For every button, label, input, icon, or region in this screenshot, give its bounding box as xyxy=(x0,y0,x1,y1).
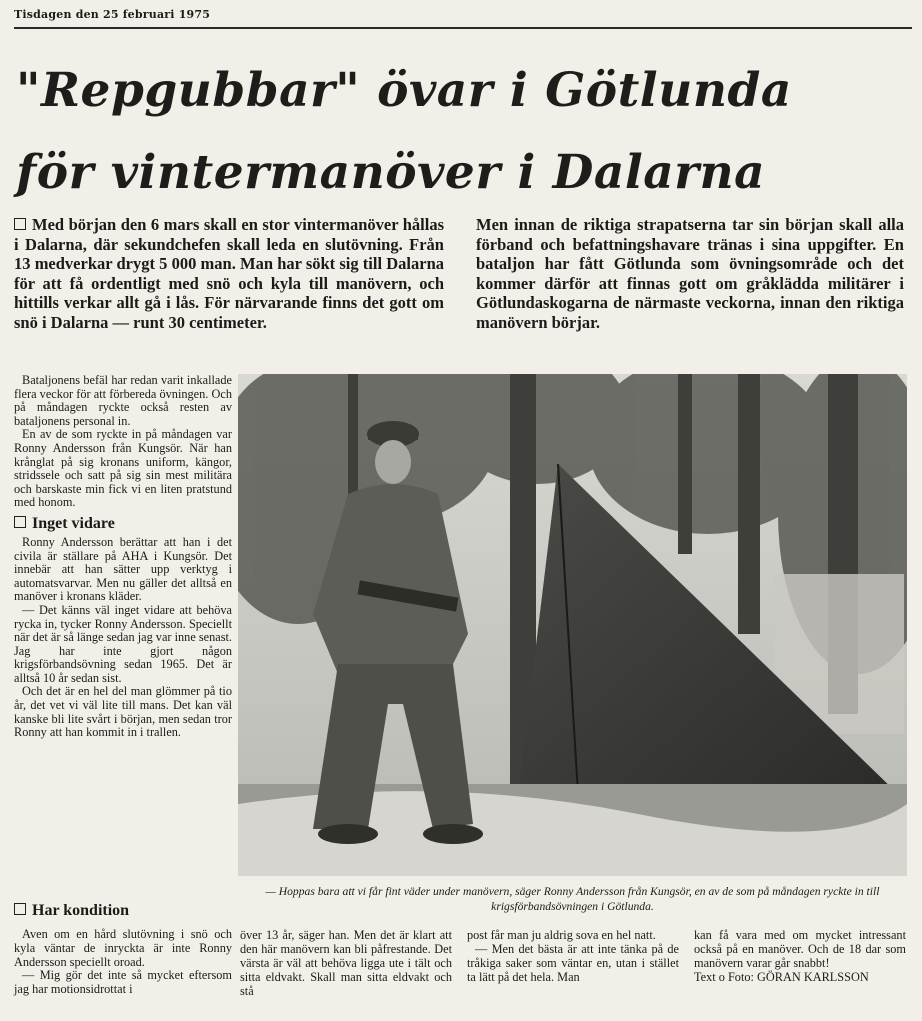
left-column-bottom xyxy=(14,928,232,997)
paragraph: — Men det bästa är att inte tänka på de tråkiga saker som väntar en, utan i stället ta lätt på det hela. Man xyxy=(467,942,679,984)
section-box-icon xyxy=(14,903,26,915)
subhead-inget-vidare: Inget vidare xyxy=(14,514,232,534)
top-rule xyxy=(14,27,912,29)
paragraph: — Det känns väl inget vidare att behöva rycka in, tycker Ronny Andersson. Speciellt när det är så länge sedan jag var inne senast. Jag har inte gjort någon krigsförbandsövning sedan 1965. Det är alltså 10 år sedan sist. xyxy=(14,602,232,685)
paragraph: En av de som ryckte in på måndagen var Ronny Andersson från Kungsör. När han krånglat på sig kronans uniform, kängor, stridssele och satt på sig sin mest militära och barskaste min fick vi en liten pratstund med honom. xyxy=(14,427,232,510)
paragraph: Aven om en hård slutövning i snö och kyla väntar de inryckta är inte Ronny Andersson speciellt oroad. xyxy=(14,927,232,969)
headline-line-1: "Repgubbar" övar i Götlunda xyxy=(16,63,792,118)
photo-caption: — Hoppas bara att vi får fint väder under manövern, säger Ronny Andersson från Kungsör, en av de som på måndagen ryckte in till krigsförbandsövningen i Götlunda. xyxy=(265,885,880,913)
paragraph: post får man ju aldrig sova en hel natt. xyxy=(467,928,656,942)
dateline: Tisdagen den 25 februari 1975 xyxy=(14,8,211,21)
bottom-column-2 xyxy=(467,928,679,984)
lead-left xyxy=(14,215,444,333)
bottom-column-3 xyxy=(694,928,906,984)
bottom-column-1 xyxy=(240,928,452,998)
paragraph: över 13 år, säger han. Men det är klart att den här manövern kan bli påfrestande. Det värsta är väl att behöva ligga ute i tält och sitta eldvakt. Skall man sitta eldvakt och stå xyxy=(240,928,452,998)
section-box-icon xyxy=(14,218,26,230)
left-column xyxy=(14,374,232,740)
paragraph: kan få vara med om mycket intressant också på en manöver. Och de 18 dar som manövern varar går snabbt! xyxy=(694,928,906,970)
headline xyxy=(16,50,916,214)
lead-right: Men innan de riktiga strapatserna tar sin början skall alla förband och befattningshavare tränas i sina uppgifter. En bataljon har fått Götlunda som övningsområde och det kommer därför att finnas gott om gråklädda militärer i Götlundaskogarna de närmaste veckorna, innan den riktiga manövern börjar. xyxy=(476,215,904,332)
section-box-icon xyxy=(14,516,26,528)
subhead-har-kondition: Har kondition xyxy=(14,902,232,920)
headline-line-2: för vintermanöver i Dalarna xyxy=(16,145,766,200)
paragraph: Bataljonens befäl har redan varit inkallade flera veckor för att förbereda övningen. Och på måndagen ryckte också resten av bataljonens personal in. xyxy=(14,373,232,428)
paragraph: Ronny Andersson berättar att han i det civila är ställare på AHA i Kungsör. Det innebär att han sätter upp verktyg i automatsvarvar. Men nu gäller det alltså en manöver i kronans kläder. xyxy=(14,534,232,604)
lead-left-text: Med början den 6 mars skall en stor vintermanöver hållas i Dalarna, där sekundchefen skall leda en slutövning. Från 13 medverkar drygt 5 000 man. Man har sökt sig till Dalarna för att få ordentligt med snö och kyla till manövern, och hittills verkar allt gå i lås. För närvarande finns det gott om snö i Dalarna — runt 30 centimeter. xyxy=(14,215,444,332)
paragraph: Och det är en hel del man glömmer på tio år, det vet vi väl lite till mans. Det kan väl kanske bli lite svårt i början, men sedan tror Ronny att han kommit in i trallen. xyxy=(14,684,232,740)
soldier-and-tent-photo xyxy=(238,374,907,876)
photo-credit: Text o Foto: GÖRAN KARLSSON xyxy=(694,970,869,984)
photo-illustration-icon xyxy=(238,374,907,876)
paragraph: — Mig gör det inte så mycket eftersom jag har motionsidrottat i xyxy=(14,968,232,997)
